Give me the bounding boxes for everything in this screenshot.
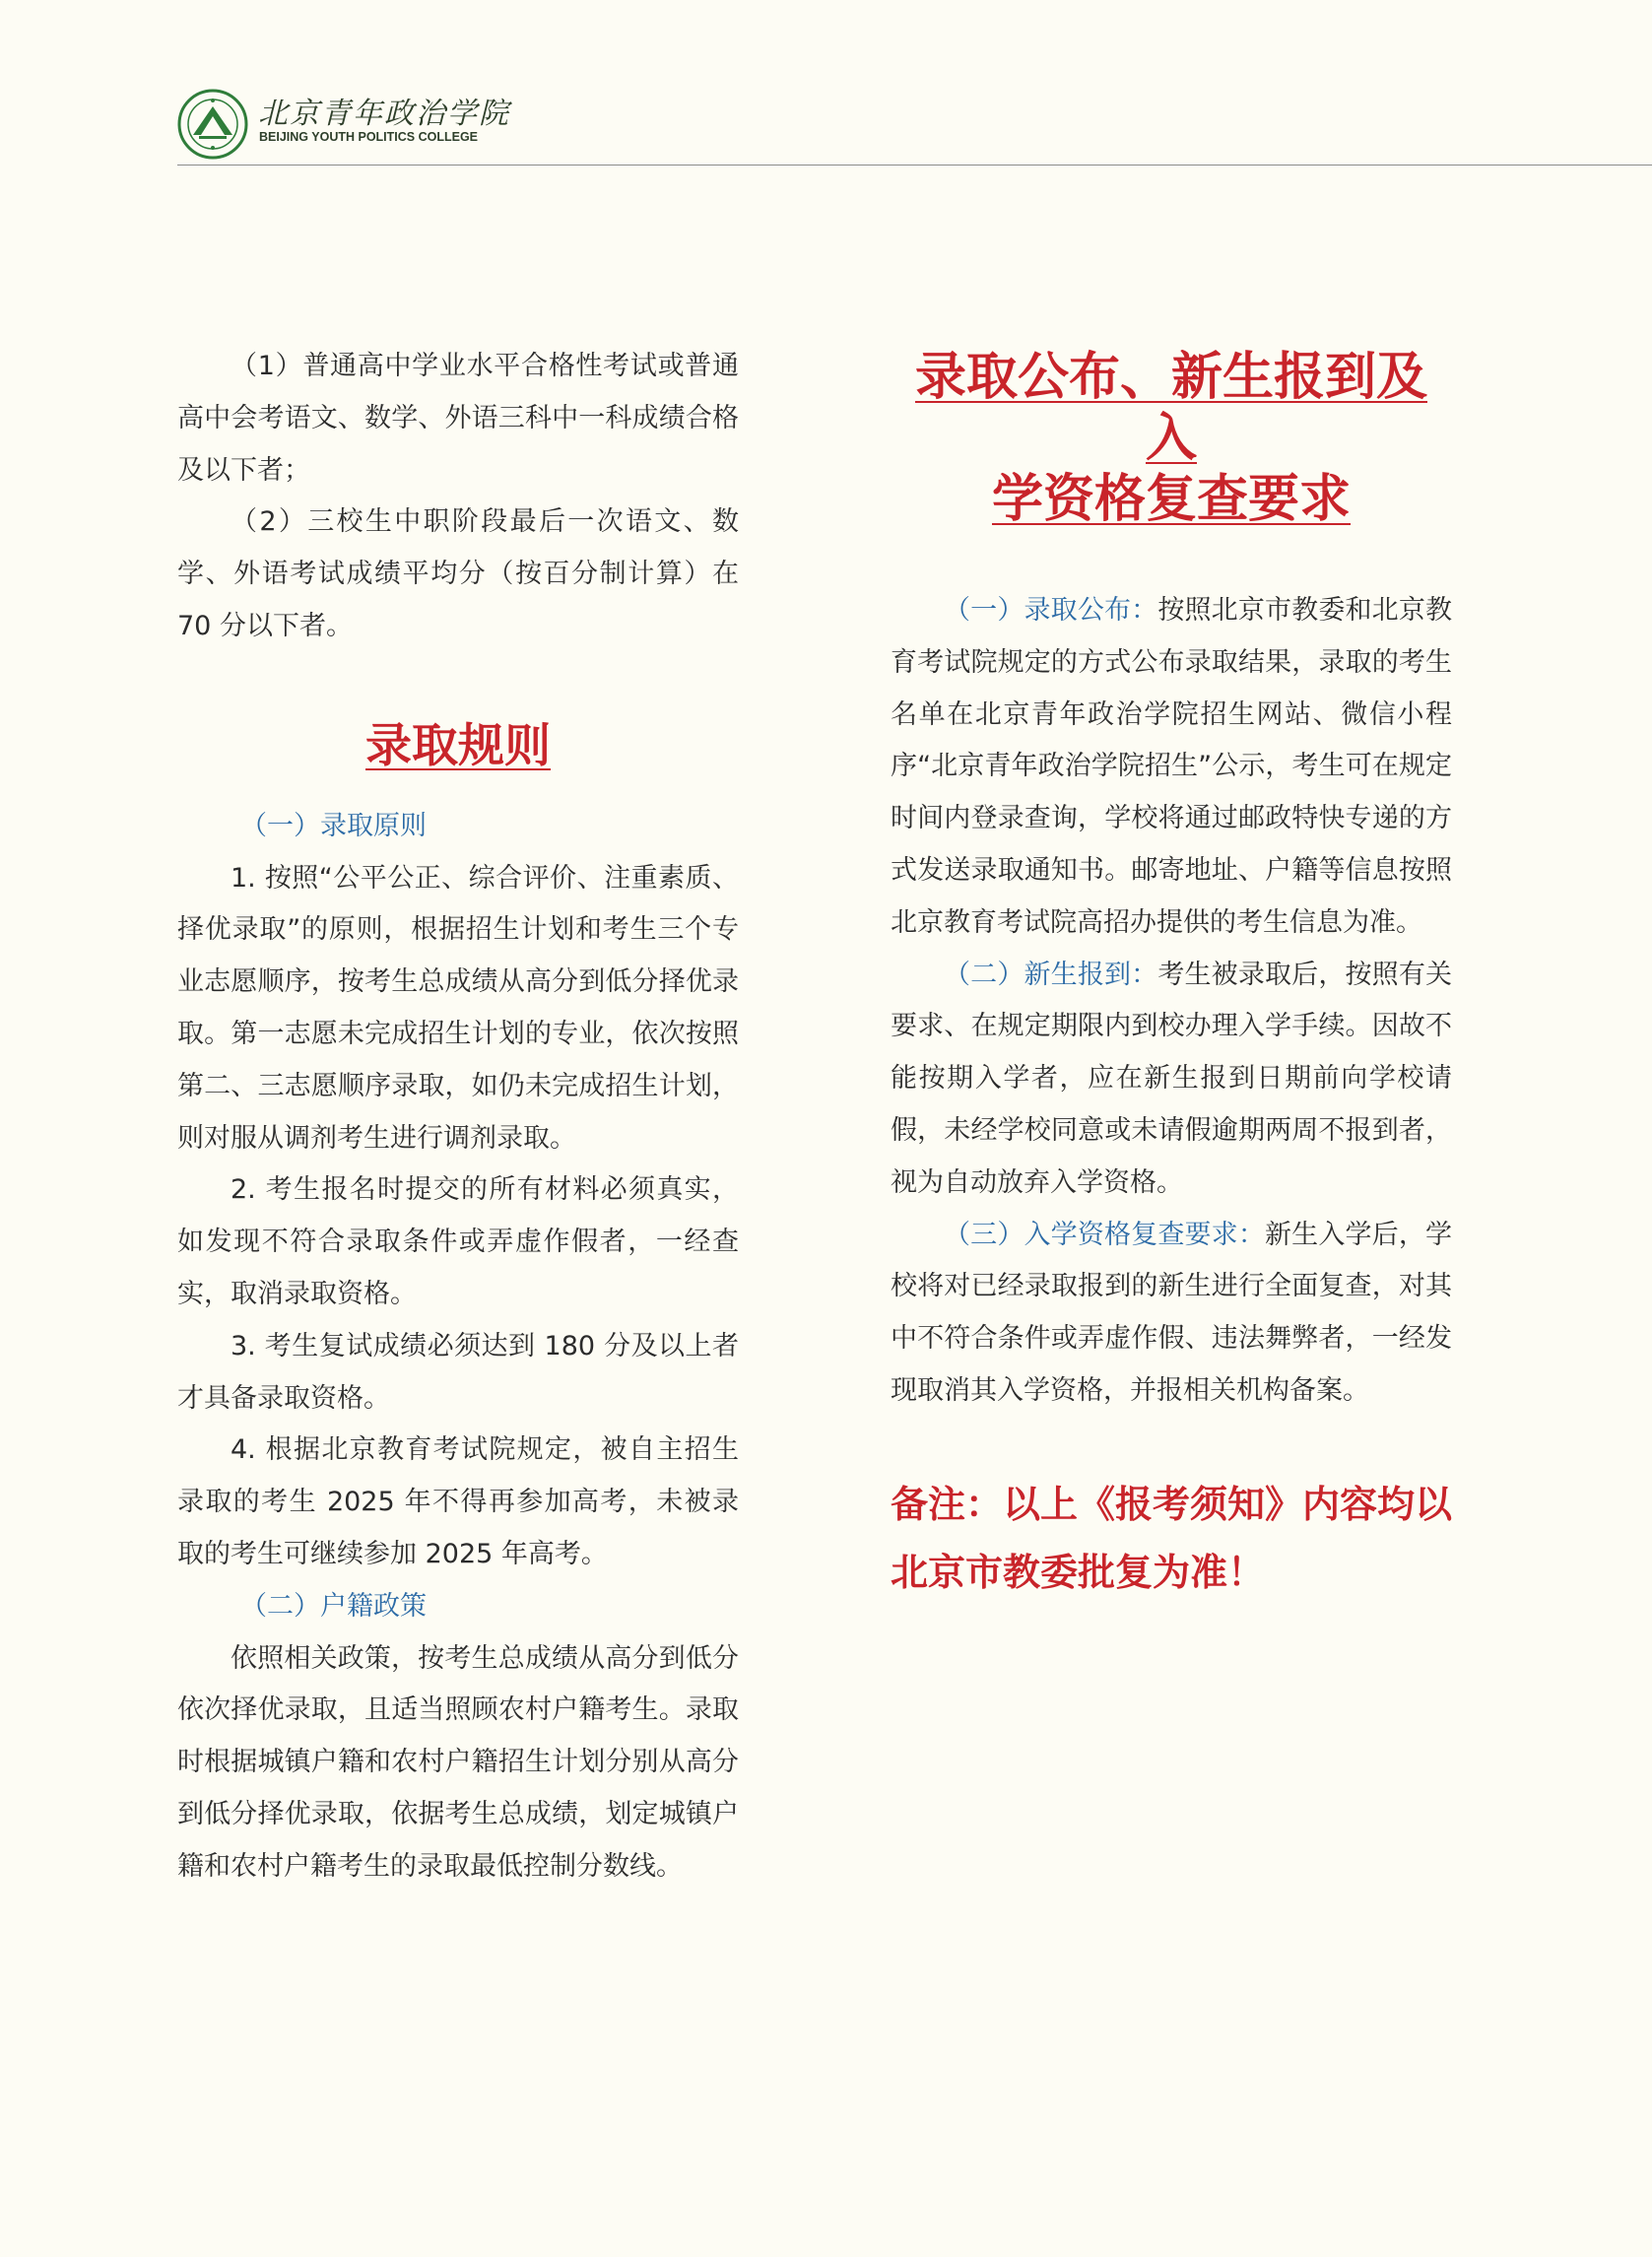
college-name-chinese: 北京青年政治学院 [258, 97, 510, 131]
new-student-registration-label: （二）新生报到： [944, 959, 1158, 990]
exclusion-criteria-2: （2）三校生中职阶段最后一次语文、数学、外语考试成绩平均分（按百分制计算）在 70 分以下者。 [177, 506, 739, 641]
admission-rule-2: 2. 考生报名时提交的所有材料必须真实，如发现不符合录取条件或弄虚作假者，一经查实，取消录取资格。 [177, 1174, 739, 1309]
admission-rule-4: 4. 根据北京教育考试院规定，被自主招生录取的考生 2025 年不得再参加高考，未被录取的考生可继续参加 2025 年高考。 [177, 1434, 739, 1569]
page-header [177, 85, 1652, 167]
college-name-english: BEIJING YOUTH POLITICS COLLEGE [259, 130, 479, 144]
admission-rule-3: 3. 考生复试成绩必须达到 180 分及以上者才具备录取资格。 [177, 1330, 739, 1414]
subheading-admission-principle: （一）录取原则 [240, 810, 427, 841]
section-title-admission-rules: 录取规则 [365, 718, 551, 773]
household-policy-text: 依照相关政策，按考生总成绩从高分到低分依次择优录取，且适当照顾农村户籍考生。录取时根据城镇户籍和农村户籍招生计划分别从高分到低分择优录取，依据考生总成绩，划定城镇户籍和农村户籍考生的录取最低控制分数线。 [177, 1642, 739, 1882]
right-column [891, 341, 1452, 1607]
section-title-enrollment [891, 347, 1452, 530]
admission-announcement-label: （一）录取公布： [944, 595, 1158, 626]
college-seal-icon [177, 89, 248, 160]
new-student-registration-text: 考生被录取后，按照有关要求、在规定期限内到校办理入学手续。因故不能按期入学者，应在新生报到日期前向学校请假，未经学校同意或未请假逾期两周不报到者，视为自动放弃入学资格。 [891, 959, 1453, 1198]
header-divider [177, 165, 1652, 166]
exclusion-criteria-1: （1）普通高中学业水平合格性考试或普通高中会考语文、数学、外语三科中一科成绩合格及以下者； [177, 351, 739, 486]
enrollment-review-paragraph [891, 1210, 1452, 1418]
admission-announcement-paragraph [891, 585, 1452, 950]
subheading-household-policy: （二）户籍政策 [240, 1590, 427, 1622]
new-student-registration-paragraph [891, 950, 1452, 1210]
admission-announcement-text: 按照北京市教委和北京教育考试院规定的方式公布录取结果，录取的考生名单在北京青年政治学院招生网站、微信小程序“北京青年政治学院招生”公示，考生可在规定时间内登录查询，学校将通过邮政特快专递的方式发送录取通知书。邮寄地址、户籍等信息按照北京教育考试院高招办提供的考生信息为准。 [891, 595, 1453, 938]
enrollment-review-label: （三）入学资格复查要求： [944, 1219, 1265, 1250]
left-column [177, 341, 739, 1893]
section-title-line-2: 学资格复查要求 [991, 470, 1351, 529]
admission-rule-1: 1. 按照“公平公正、综合评价、注重素质、择优录取”的原则，根据招生计划和考生三个专业志愿顺序，按考生总成绩从高分到低分择优录取。第一志愿未完成招生计划的专业，依次按照第二、三志愿顺序录取，如仍未完成招生计划，则对服从调剂考生进行调剂录取。 [177, 862, 739, 1154]
section-title-line-1: 录取公布、新生报到及入 [914, 348, 1427, 468]
remark-note: 备注：以上《报考须知》内容均以北京市教委批复为准！ [891, 1482, 1453, 1594]
enrollment-review-text: 新生入学后，学校将对已经录取报到的新生进行全面复查，对其中不符合条件或弄虚作假、违法舞弊者，一经发现取消其入学资格，并报相关机构备案。 [891, 1219, 1452, 1406]
